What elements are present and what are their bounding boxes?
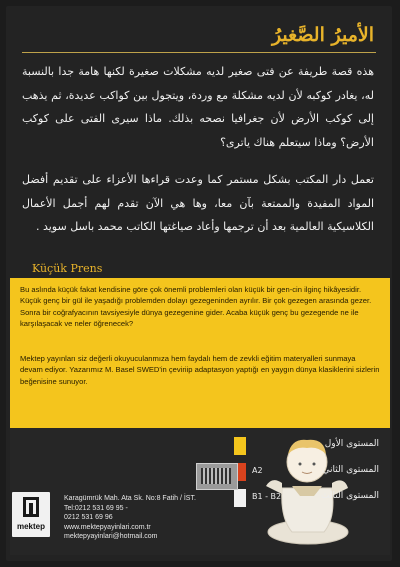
level-row [234, 436, 379, 457]
turkish-paragraph-2: Mektep yayınları siz değerli okuyuculanmıza hem faydalı hem de zevkli eğitim materyalleri sunmaya devam ediyor. Yazarımız M. Basel SWED'in çeviriip adaptasyon yaptığı en yaygın dünya klasiklerini sizlerin beğenisine sunuyor. [20, 354, 380, 386]
turkish-paragraph-1: Bu aslında küçük fakat kendisine göre çok önemli problemleri olan küçük bir gen-cin ilginç hikâyesidir. Küçük genç bir gül ile yaşadığı problemden dolayı gezegeninden ayrılır. Bir çok gezegen arasında gezer. Sonra bir coğrafyacının tavsiyesiyle dünya gezegenine gider. Acaba küçük genç bu gezegende ne ile karşılaşacak ve neler öğrenecek? [20, 285, 372, 329]
barcode-icon [201, 468, 231, 484]
reading-levels [234, 436, 379, 514]
turkish-title: Küçük Prens [32, 262, 103, 275]
level-swatch [234, 437, 246, 455]
publisher-website: www.mektepyayinlari.com.tr [64, 523, 151, 531]
publisher-logo [12, 492, 50, 537]
publisher-email: mektepyayinlari@hotmail.com [64, 533, 158, 540]
level-label: المستوى الأول [324, 439, 379, 449]
level-label: المستوى الثاني [322, 465, 379, 475]
mektep-logo-icon [23, 497, 39, 517]
publisher-contact [64, 494, 196, 542]
publisher-phone-2: 0212 531 69 96 [64, 514, 113, 521]
arabic-paragraph-2: تعمل دار المكتب بشكل مستمر كما وعدت قراءها الأعزاء على تقديم أفضل المواد المفيدة والممتعة بآن معا، وها هي الآن تقدم لهم أجمل الأعمال الكلاسيكية العالمية بعد أن ترجمها وأعاد صياغتها الكاتب محمد باسل سويد . [22, 173, 374, 233]
publisher-phone-1: Tel:0212 531 69 95 - [64, 504, 128, 512]
level-row [234, 488, 379, 509]
title-divider [22, 52, 376, 53]
arabic-title: الأميرُ الصَّغيرُ [271, 24, 374, 46]
price-sticker [196, 463, 238, 490]
level-code: A2 [252, 466, 263, 475]
publisher-address: Karagümrük Mah. Ata Sk. No:8 Fatih / İST. [64, 495, 196, 502]
publisher-logo-text: mektep [16, 522, 45, 531]
level-label: المستوى الثالث [320, 491, 379, 501]
level-row [234, 462, 379, 483]
arabic-paragraph-1: هذه قصة طريفة عن فتى صغير لديه مشكلات صغيرة لكنها هامة جدا بالنسبة له، يغادر كوكبه لأن لديه مشكلة مع وردة، ويتجول بين كواكب عديدة، ثم يذهب إلى كوكب الأرض لأن جغرافيا نصحه بذلك. ماذا سيرى الفتى على كوكب الأرض؟ وماذا سيتعلم هناك ياترى؟ [22, 65, 374, 149]
level-swatch [234, 489, 246, 507]
level-code: B1 - B2 [252, 492, 282, 501]
